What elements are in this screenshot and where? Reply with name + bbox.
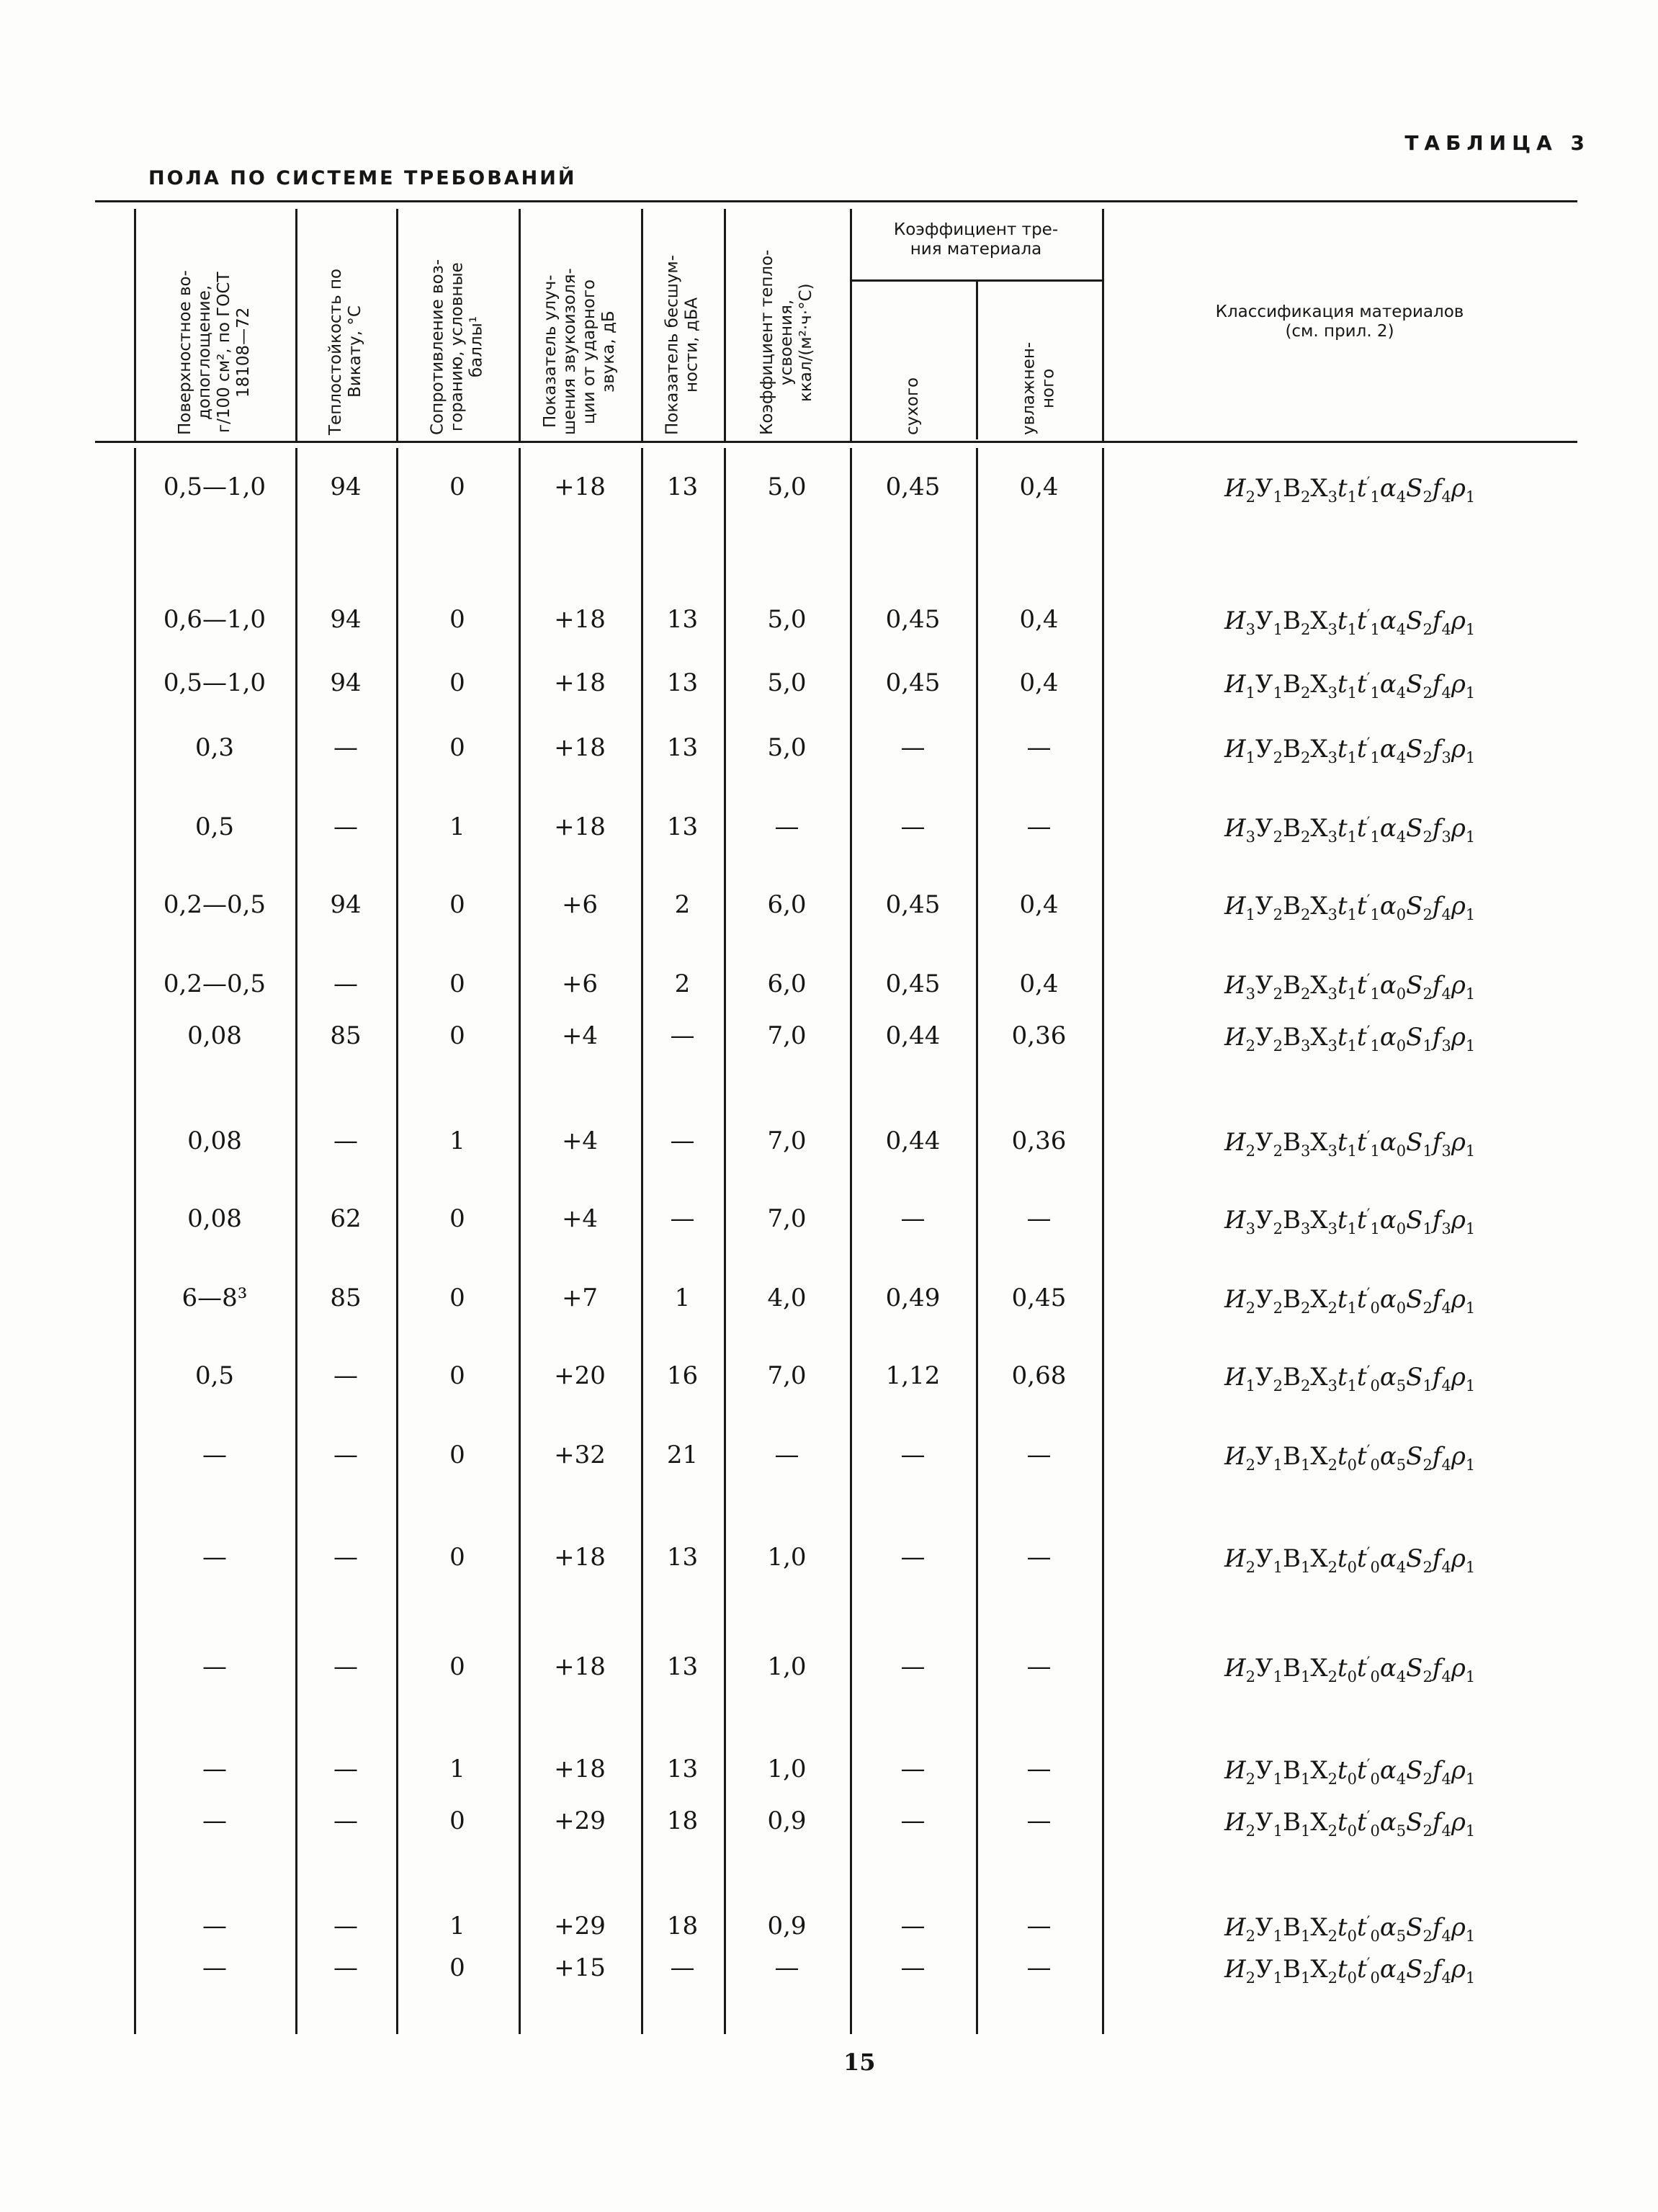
table-cell-fire: 0	[449, 1361, 465, 1390]
table-cell-wet: 0,4	[1019, 970, 1059, 998]
table-cell-sound: +29	[554, 1912, 606, 1940]
table-cell-thermal: 4,0	[767, 1284, 807, 1312]
table-cell-fire: 0	[449, 890, 465, 919]
column-header-noise: Показатель бесшум- ности, дБА	[663, 254, 702, 435]
table-cell-heat: 94	[330, 890, 362, 919]
page-number: 15	[843, 2048, 876, 2076]
table-cell-water: 0,6—1,0	[163, 605, 266, 634]
table-cell-water: 0,08	[187, 1127, 242, 1155]
table-cell-wet: 0,4	[1019, 668, 1059, 697]
table-cell-thermal: 1,0	[767, 1652, 807, 1681]
table-cell-thermal: —	[774, 1953, 799, 1982]
table-cell-thermal: 5,0	[767, 668, 807, 697]
table-cell-thermal: —	[774, 1441, 799, 1469]
classification-formula: $И_2У_1В_1Х_2t_0t'_0\alpha_4S_2f_4\rho_1$	[1224, 1955, 1476, 1987]
table-cell-sound: +32	[554, 1441, 606, 1469]
classification-formula: $И_2У_1В_1Х_2t_0t'_0\alpha_5S_2f_4\rho_1$	[1224, 1913, 1476, 1945]
table-cell-sound: +4	[561, 1127, 599, 1155]
table-cell-thermal: 7,0	[767, 1021, 807, 1050]
table-cell-wet: —	[1026, 1652, 1052, 1681]
classification-formula: $И_3У_2В_2Х_3t_1t'_1\alpha_0S_2f_4\rho_1$	[1224, 971, 1476, 1003]
table-cell-dry: —	[900, 1204, 926, 1233]
top-rule	[95, 200, 1577, 202]
table-cell-fire: 0	[449, 1284, 465, 1312]
column-rule	[519, 209, 521, 441]
table-cell-fire: 1	[449, 1127, 465, 1155]
column-header-heat: Теплостойкость по Викату, °С	[326, 268, 364, 435]
table-cell-dry: —	[900, 1543, 926, 1572]
table-cell-thermal: 6,0	[767, 890, 807, 919]
table-cell-wet: —	[1026, 1806, 1052, 1835]
classification-formula: $И_2У_2В_2Х_2t_1t'_0\alpha_0S_2f_4\rho_1$	[1224, 1285, 1476, 1317]
classification-formula: $И_2У_2В_3Х_3t_1t'_1\alpha_0S_1f_3\rho_1$	[1224, 1023, 1476, 1054]
table-cell-dry: 0,45	[885, 668, 941, 697]
table-cell-water: 6—8³	[182, 1284, 248, 1312]
table-cell-sound: +4	[561, 1204, 599, 1233]
table-cell-dry: 0,45	[885, 890, 941, 919]
classification-formula: $И_2У_2В_3Х_3t_1t'_1\alpha_0S_1f_3\rho_1$	[1224, 1128, 1476, 1160]
column-header-dry: сухого	[903, 377, 922, 435]
table-cell-heat: —	[333, 1652, 358, 1681]
table-cell-sound: +6	[561, 890, 599, 919]
classification-formula: $И_3У_2В_3Х_3t_1t'_1\alpha_0S_1f_3\rho_1$	[1224, 1206, 1476, 1237]
table-cell-heat: —	[333, 812, 358, 841]
table-cell-fire: 0	[449, 1806, 465, 1835]
table-cell-sound: +18	[554, 1652, 606, 1681]
classification-formula: $И_2У_1В_1Х_2t_0t'_0\alpha_5S_2f_4\rho_1$	[1224, 1442, 1476, 1474]
table-cell-wet: 0,4	[1019, 473, 1059, 501]
table-cell-heat: 62	[330, 1204, 362, 1233]
table-cell-heat: —	[333, 1806, 358, 1835]
table-cell-sound: +6	[561, 970, 599, 998]
table-cell-heat: —	[333, 970, 358, 998]
table-cell-dry: 0,44	[885, 1127, 941, 1155]
table-cell-thermal: 5,0	[767, 473, 807, 501]
table-cell-dry: —	[900, 1806, 926, 1835]
table-cell-heat: —	[333, 733, 358, 762]
table-cell-wet: 0,4	[1019, 890, 1059, 919]
table-cell-fire: 0	[449, 970, 465, 998]
table-cell-dry: —	[900, 1652, 926, 1681]
classification-formula: $И_1У_1В_2Х_3t_1t'_1\alpha_4S_2f_4\rho_1$	[1224, 670, 1476, 702]
table-cell-sound: +18	[554, 473, 606, 501]
table-cell-thermal: 0,9	[767, 1912, 807, 1940]
table-cell-water: 0,08	[187, 1204, 242, 1233]
table-cell-wet: —	[1026, 1204, 1052, 1233]
column-rule	[1102, 448, 1104, 2034]
table-label: ТАБЛИЦА 3	[1404, 131, 1590, 155]
table-cell-heat: —	[333, 1953, 358, 1982]
column-header-wet: увлажнен- ного	[1019, 341, 1058, 435]
table-cell-thermal: 7,0	[767, 1127, 807, 1155]
table-cell-sound: +15	[554, 1953, 606, 1982]
table-cell-dry: 0,49	[885, 1284, 941, 1312]
column-rule	[396, 209, 398, 441]
column-header-fire: Сопротивление воз- горанию, условные баллы¹	[428, 259, 486, 435]
table-cell-fire: 0	[449, 1652, 465, 1681]
table-cell-water: 0,5—1,0	[163, 473, 266, 501]
table-cell-noise: 13	[666, 733, 699, 762]
table-cell-noise: 13	[666, 812, 699, 841]
table-cell-noise: 13	[666, 473, 699, 501]
table-cell-thermal: 1,0	[767, 1543, 807, 1572]
table-cell-thermal: —	[774, 812, 799, 841]
table-cell-wet: 0,4	[1019, 605, 1059, 634]
table-cell-noise: 18	[666, 1806, 699, 1835]
table-cell-noise: —	[670, 1204, 695, 1233]
table-cell-fire: 1	[449, 1912, 465, 1940]
table-cell-noise: —	[670, 1021, 695, 1050]
table-cell-fire: 0	[449, 1543, 465, 1572]
table-cell-wet: —	[1026, 1441, 1052, 1469]
table-cell-sound: +18	[554, 733, 606, 762]
table-cell-fire: 0	[449, 733, 465, 762]
table-cell-noise: 13	[666, 1755, 699, 1783]
column-rule	[724, 209, 726, 441]
classification-formula: $И_1У_2В_2Х_3t_1t'_1\alpha_0S_2f_4\rho_1$	[1224, 892, 1476, 923]
table-cell-dry: 0,45	[885, 605, 941, 634]
table-cell-wet: —	[1026, 1912, 1052, 1940]
table-cell-water: 0,5—1,0	[163, 668, 266, 697]
table-cell-water: —	[202, 1652, 227, 1681]
table-cell-sound: +18	[554, 605, 606, 634]
page-title: ПОЛА ПО СИСТЕМЕ ТРЕБОВАНИЙ	[148, 167, 577, 189]
table-cell-fire: 0	[449, 605, 465, 634]
table-cell-dry: —	[900, 1912, 926, 1940]
table-cell-thermal: 7,0	[767, 1361, 807, 1390]
table-cell-sound: +7	[561, 1284, 599, 1312]
table-cell-heat: —	[333, 1912, 358, 1940]
table-cell-water: 0,2—0,5	[163, 970, 266, 998]
column-rule	[641, 209, 643, 441]
classification-header: Классификация материалов (см. прил. 2)	[1215, 303, 1464, 341]
table-cell-noise: —	[670, 1953, 695, 1982]
table-cell-fire: 0	[449, 1953, 465, 1982]
table-cell-dry: —	[900, 1441, 926, 1469]
table-cell-fire: 0	[449, 1441, 465, 1469]
column-rule	[295, 209, 297, 441]
table-cell-wet: 0,36	[1011, 1127, 1067, 1155]
column-header-thermal: Коэффициент тепло- усвоения, ккал/(м²·ч·°С)	[758, 249, 815, 435]
table-cell-heat: —	[333, 1127, 358, 1155]
table-cell-thermal: 6,0	[767, 970, 807, 998]
classification-formula: $И_2У_1В_1Х_2t_0t'_0\alpha_5S_2f_4\rho_1$	[1224, 1808, 1476, 1840]
table-cell-sound: +4	[561, 1021, 599, 1050]
table-cell-dry: 0,45	[885, 473, 941, 501]
table-cell-noise: 13	[666, 1543, 699, 1572]
column-header-sound: Показатель улуч- шения звукоизоля- ции от ударного звука, дБ	[541, 268, 618, 435]
table-cell-noise: 13	[666, 668, 699, 697]
table-cell-wet: —	[1026, 1755, 1052, 1783]
table-cell-heat: 94	[330, 668, 362, 697]
table-cell-noise: 13	[666, 605, 699, 634]
table-cell-thermal: 5,0	[767, 605, 807, 634]
header-rule	[95, 441, 1577, 443]
table-cell-heat: —	[333, 1755, 358, 1783]
table-cell-wet: —	[1026, 1543, 1052, 1572]
table-cell-heat: 94	[330, 473, 362, 501]
table-cell-fire: 0	[449, 1204, 465, 1233]
classification-formula: $И_1У_2В_2Х_3t_1t'_0\alpha_5S_1f_4\rho_1$	[1224, 1363, 1476, 1394]
table-cell-heat: —	[333, 1361, 358, 1390]
friction-header: Коэффициент тре- ния материала	[893, 220, 1059, 259]
table-cell-water: —	[202, 1441, 227, 1469]
table-cell-heat: —	[333, 1543, 358, 1572]
table-cell-sound: +18	[554, 1543, 606, 1572]
table-cell-noise: 13	[666, 1652, 699, 1681]
table-cell-sound: +29	[554, 1806, 606, 1835]
table-cell-water: —	[202, 1953, 227, 1982]
table-cell-wet: 0,36	[1011, 1021, 1067, 1050]
table-cell-heat: 94	[330, 605, 362, 634]
table-cell-thermal: 0,9	[767, 1806, 807, 1835]
table-cell-thermal: 7,0	[767, 1204, 807, 1233]
table-cell-dry: —	[900, 812, 926, 841]
table-cell-heat: —	[333, 1441, 358, 1469]
classification-formula: $И_2У_1В_1Х_2t_0t'_0\alpha_4S_2f_4\rho_1$	[1224, 1544, 1476, 1576]
table-cell-water: 0,2—0,5	[163, 890, 266, 919]
table-cell-water: 0,08	[187, 1021, 242, 1050]
table-cell-water: 0,5	[194, 1361, 235, 1390]
table-cell-dry: 0,45	[885, 970, 941, 998]
classification-formula: $И_3У_1В_2Х_3t_1t'_1\alpha_4S_2f_4\rho_1$	[1224, 606, 1476, 638]
classification-formula: $И_2У_1В_2Х_3t_1t'_1\alpha_4S_2f_4\rho_1$	[1224, 474, 1476, 506]
table-cell-water: —	[202, 1806, 227, 1835]
table-cell-water: —	[202, 1543, 227, 1572]
table-cell-noise: 16	[666, 1361, 699, 1390]
table-cell-water: —	[202, 1912, 227, 1940]
classification-formula: $И_2У_1В_1Х_2t_0t'_0\alpha_4S_2f_4\rho_1$	[1224, 1756, 1476, 1788]
table-cell-dry: —	[900, 1755, 926, 1783]
table-cell-sound: +20	[554, 1361, 606, 1390]
table-cell-sound: +18	[554, 1755, 606, 1783]
table-cell-sound: +18	[554, 812, 606, 841]
table-cell-fire: 0	[449, 668, 465, 697]
table-cell-wet: —	[1026, 812, 1052, 841]
table-cell-dry: 0,44	[885, 1021, 941, 1050]
table-cell-wet: —	[1026, 1953, 1052, 1982]
table-cell-wet: —	[1026, 733, 1052, 762]
classification-formula: $И_2У_1В_1Х_2t_0t'_0\alpha_4S_2f_4\rho_1$	[1224, 1654, 1476, 1685]
table-cell-wet: 0,45	[1011, 1284, 1067, 1312]
table-cell-wet: 0,68	[1011, 1361, 1067, 1390]
classification-formula: $И_1У_2В_2Х_3t_1t'_1\alpha_4S_2f_3\rho_1$	[1224, 735, 1476, 766]
table-cell-fire: 1	[449, 812, 465, 841]
table-cell-noise: 21	[666, 1441, 699, 1469]
table-cell-dry: —	[900, 733, 926, 762]
table-cell-fire: 0	[449, 473, 465, 501]
table-cell-noise: 2	[674, 890, 691, 919]
table-cell-noise: 1	[674, 1284, 691, 1312]
table-cell-noise: —	[670, 1127, 695, 1155]
table-cell-thermal: 5,0	[767, 733, 807, 762]
column-header-water: Поверхностное во- допоглощение, г/100 см², по ГОСТ 18108—72	[176, 270, 253, 435]
column-rule	[976, 281, 978, 439]
table-cell-dry: —	[900, 1953, 926, 1982]
table-cell-thermal: 1,0	[767, 1755, 807, 1783]
table-cell-noise: 18	[666, 1912, 699, 1940]
column-rule	[134, 209, 136, 441]
table-cell-water: 0,5	[194, 812, 235, 841]
table-cell-heat: 85	[330, 1284, 362, 1312]
table-cell-water: —	[202, 1755, 227, 1783]
table-cell-noise: 2	[674, 970, 691, 998]
table-cell-sound: +18	[554, 668, 606, 697]
table-cell-dry: 1,12	[885, 1361, 941, 1390]
classification-formula: $И_3У_2В_2Х_3t_1t'_1\alpha_4S_2f_3\rho_1$	[1224, 814, 1476, 846]
table-cell-water: 0,3	[194, 733, 235, 762]
table-cell-heat: 85	[330, 1021, 362, 1050]
table-cell-fire: 0	[449, 1021, 465, 1050]
table-cell-fire: 1	[449, 1755, 465, 1783]
